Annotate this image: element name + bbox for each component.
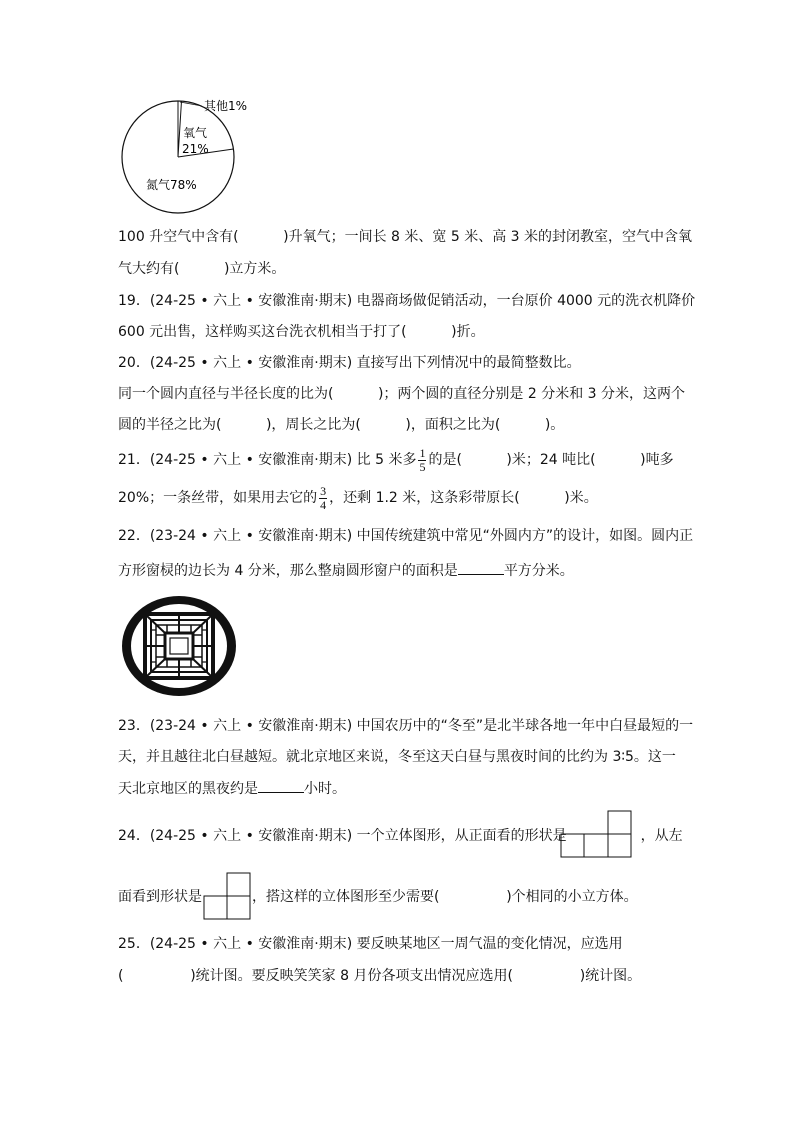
q23-line-2: 天，并且越往北白昼越短。就北京地区来说，冬至这天白昼与黑夜时间的比约为 3∶5。这一 <box>118 749 676 765</box>
answer-blank[interactable] <box>258 778 304 793</box>
front-view-shape <box>560 810 634 858</box>
q19-line-1: 19．(24-25 • 六上 • 安徽淮南·期末) 电器商场做促销活动，一台原价 4000 元的洗衣机降价 <box>118 293 696 309</box>
fraction-one-fifth: $\frac{1}{5}$ <box>419 445 426 474</box>
round-window-lattice-image <box>120 594 238 698</box>
q19-line-2: 600 元出售，这样购买这台洗衣机相当于打了( )折。 <box>118 324 485 340</box>
fraction-three-quarters: $\frac{3}{4}$ <box>320 483 327 512</box>
q18-line-2: 气大约有( )立方米。 <box>118 261 286 277</box>
q21-line-2: 20%；一条丝带，如果用去它的 $\frac{3}{4}$ ，还剩 1.2 米，这条彩带原长( )米。 <box>118 483 598 512</box>
q24-line-2: 面看到形状是 ，搭这样的立体图形至少需要( )个相同的小立方体。 <box>118 889 638 905</box>
pie-label-oxygen-pct: 21% <box>182 142 209 156</box>
q24-line-1: 24．(24-25 • 六上 • 安徽淮南·期末) 一个立体图形，从正面看的形状是 ，从左 <box>118 828 683 844</box>
q23-line-1: 23．(23-24 • 六上 • 安徽淮南·期末) 中国农历中的“冬至”是北半球各地一年中白昼最短的一 <box>118 718 694 734</box>
q25-line-1: 25．(24-25 • 六上 • 安徽淮南·期末) 要反映某地区一周气温的变化情况，应选用 <box>118 936 623 952</box>
pie-label-other: 其他1% <box>204 99 248 113</box>
q20-line-1: 20．(24-25 • 六上 • 安徽淮南·期末) 直接写出下列情况中的最简整数比。 <box>118 355 581 371</box>
q25-line-2: ( )统计图。要反映笑笑家 8 月份各项支出情况应选用( )统计图。 <box>118 968 642 984</box>
q20-line-3: 圆的半径之比为( )，周长之比为( )，面积之比为( )。 <box>118 417 565 433</box>
q22-line-2: 方形窗棂的边长为 4 分米，那么整扇圆形窗户的面积是 平方分米。 <box>118 560 574 581</box>
air-composition-pie-chart <box>110 92 270 222</box>
left-view-shape <box>203 872 253 920</box>
pie-label-oxygen: 氧气 <box>183 126 208 140</box>
window-square-lattice <box>143 612 215 680</box>
q23-line-3: 天北京地区的黑夜约是 小时。 <box>118 778 346 799</box>
pie-label-nitrogen: 氮气78% <box>146 178 197 192</box>
q22-line-1: 22．(23-24 • 六上 • 安徽淮南·期末) 中国传统建筑中常见“外圆内方”的设计，如图。圆内正 <box>118 528 694 544</box>
q20-line-2: 同一个圆内直径与半径长度的比为( )；两个圆的直径分别是 2 分米和 3 分米，这两个 <box>118 386 686 402</box>
answer-blank[interactable] <box>458 560 504 575</box>
q21-line-1: 21．(24-25 • 六上 • 安徽淮南·期末) 比 5 米多 $\frac{1}{5}$ 的是( )米；24 吨比( )吨多 <box>118 445 674 474</box>
q18-line-1: 100 升空气中含有( )升氧气；一间长 8 米、宽 5 米、高 3 米的封闭教室，空气中含氧 <box>118 229 693 245</box>
